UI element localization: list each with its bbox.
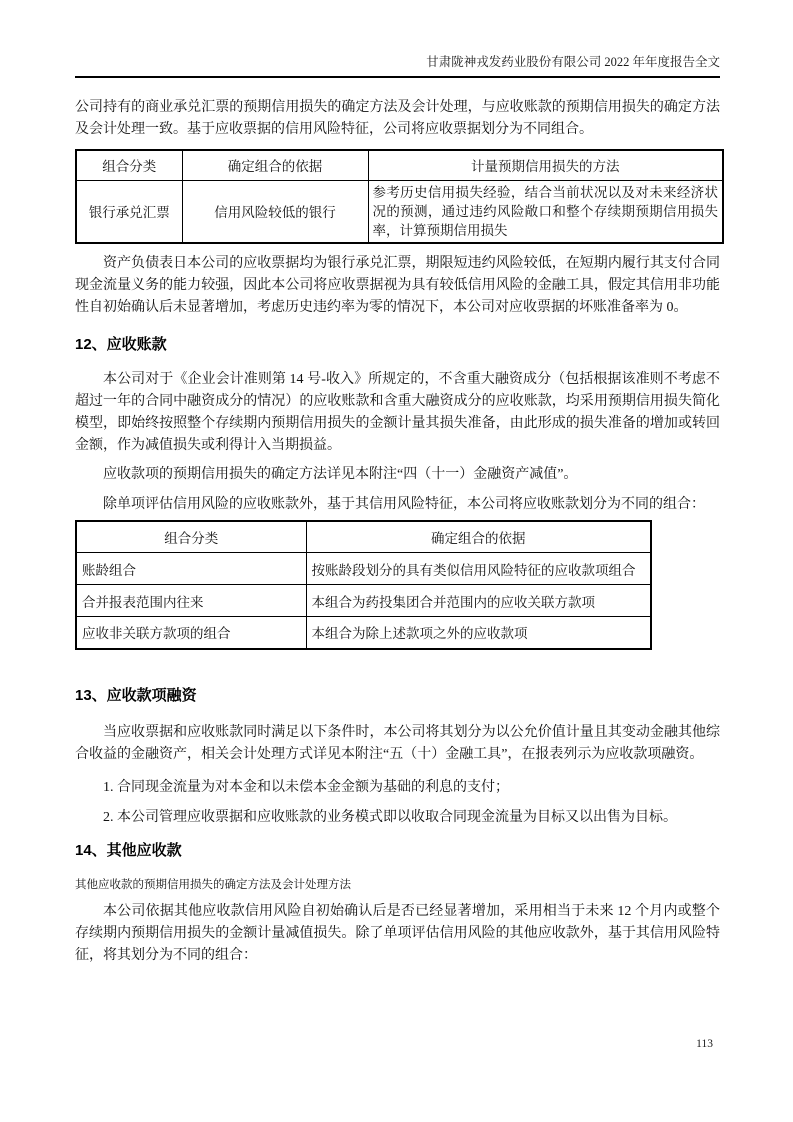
table-cell: 账龄组合 [76, 553, 306, 585]
report-header-title: 甘肃陇神戎发药业股份有限公司 2022 年年度报告全文 [426, 55, 720, 69]
header-divider [75, 76, 720, 78]
table-row [76, 180, 723, 243]
table-cell: 应收非关联方款项的组合 [76, 617, 306, 649]
table-header-cell: 确定组合的依据 [182, 150, 368, 180]
table-header-row [76, 150, 723, 180]
table-cell: 银行承兑汇票 [76, 180, 182, 243]
notes-receivable-paragraph: 资产负债表日本公司的应收票据均为银行承兑汇票，期限短违约风险较低，在短期内履行其支付合同现金流量义务的能力较强，因此本公司将应收票据视为具有较低信用风险的金融工具，假定其信用非功能性自初始确认后未显著增加，考虑历史违约率为零的情况下，本公司对应收票据的坏账准备率为 0。 [75, 255, 720, 315]
table-header-row [76, 521, 651, 553]
section12-paragraph-2: 应收款项的预期信用损失的确定方法详见本附注“四（十一）金融资产减值”。 [103, 466, 578, 482]
table-header-cell: 确定组合的依据 [306, 521, 651, 553]
table-header-cell: 组合分类 [76, 150, 182, 180]
table-row [76, 617, 651, 649]
table-cell: 信用风险较低的银行 [182, 180, 368, 243]
receivables-grouping-table [75, 520, 652, 650]
section13-list-item-2: 2. 本公司管理应收票据和应收账款的业务模式即以收取合同现金流量为目标又以出售为目标。 [103, 809, 677, 825]
section13-paragraph-1: 当应收票据和应收账款同时满足以下条件时，本公司将其划分为以公允价值计量且其变动金融其他综合收益的金融资产，相关会计处理方式详见本附注“五（十）金融工具”，在报表列示为应收款项融资。 [75, 724, 720, 762]
table-cell: 按账龄段划分的具有类似信用风险特征的应收款项组合 [306, 553, 651, 585]
table-row [76, 553, 651, 585]
section14-paragraph-1: 本公司依据其他应收款信用风险自初始确认后是否已经显著增加，采用相当于未来 12 个月内或整个存续期内预期信用损失的金额计量减值损失。除了单项评估信用风险的其他应收款外，基于其信用风险特征，将其划分为不同的组合： [75, 903, 720, 963]
section13-list-item-1: 1. 合同现金流量为对本金和以未偿本金金额为基础的利息的支付； [103, 779, 509, 795]
table-cell: 参考历史信用损失经验，结合当前状况以及对未来经济状况的预测，通过违约风险敞口和整个存续期预期信用损失率，计算预期信用损失 [368, 180, 723, 243]
bank-acceptance-table [75, 149, 724, 244]
intro-paragraph: 公司持有的商业承兑汇票的预期信用损失的确定方法及会计处理，与应收账款的预期信用损失的确定方法及会计处理一致。基于应收票据的信用风险特征，公司将应收票据划分为不同组合。 [75, 100, 720, 137]
section12-paragraph-3: 除单项评估信用风险的应收账款外，基于其信用风险特征，本公司将应收账款划分为不同的组合： [103, 496, 705, 512]
section14-subheading: 其他应收款的预期信用损失的确定方法及会计处理方法 [75, 878, 351, 891]
table-header-cell: 组合分类 [76, 521, 306, 553]
section-heading-13: 13、应收款项融资 [75, 686, 197, 704]
table-cell: 本组合为除上述款项之外的应收款项 [306, 617, 651, 649]
section12-paragraph-1: 本公司对于《企业会计准则第 14 号-收入》所规定的，不含重大融资成分（包括根据该准则不考虑不超过一年的合同中融资成分的情况）的应收账款和含重大融资成分的应收账款，均采用预期信用损失简化模型，即始终按照整个存续期内预期信用损失的金额计量其损失准备，由此形成的损失准备的增加或转回金额，作为减值损失或利得计入当期损益。 [75, 371, 720, 453]
table-cell: 合并报表范围内往来 [76, 585, 306, 617]
table-row [76, 585, 651, 617]
table-cell: 本组合为药投集团合并范围内的应收关联方款项 [306, 585, 651, 617]
page-number: 113 [696, 1038, 713, 1050]
table-header-cell: 计量预期信用损失的方法 [368, 150, 723, 180]
section-heading-12: 12、应收账款 [75, 335, 167, 353]
section-heading-14: 14、其他应收款 [75, 841, 182, 859]
